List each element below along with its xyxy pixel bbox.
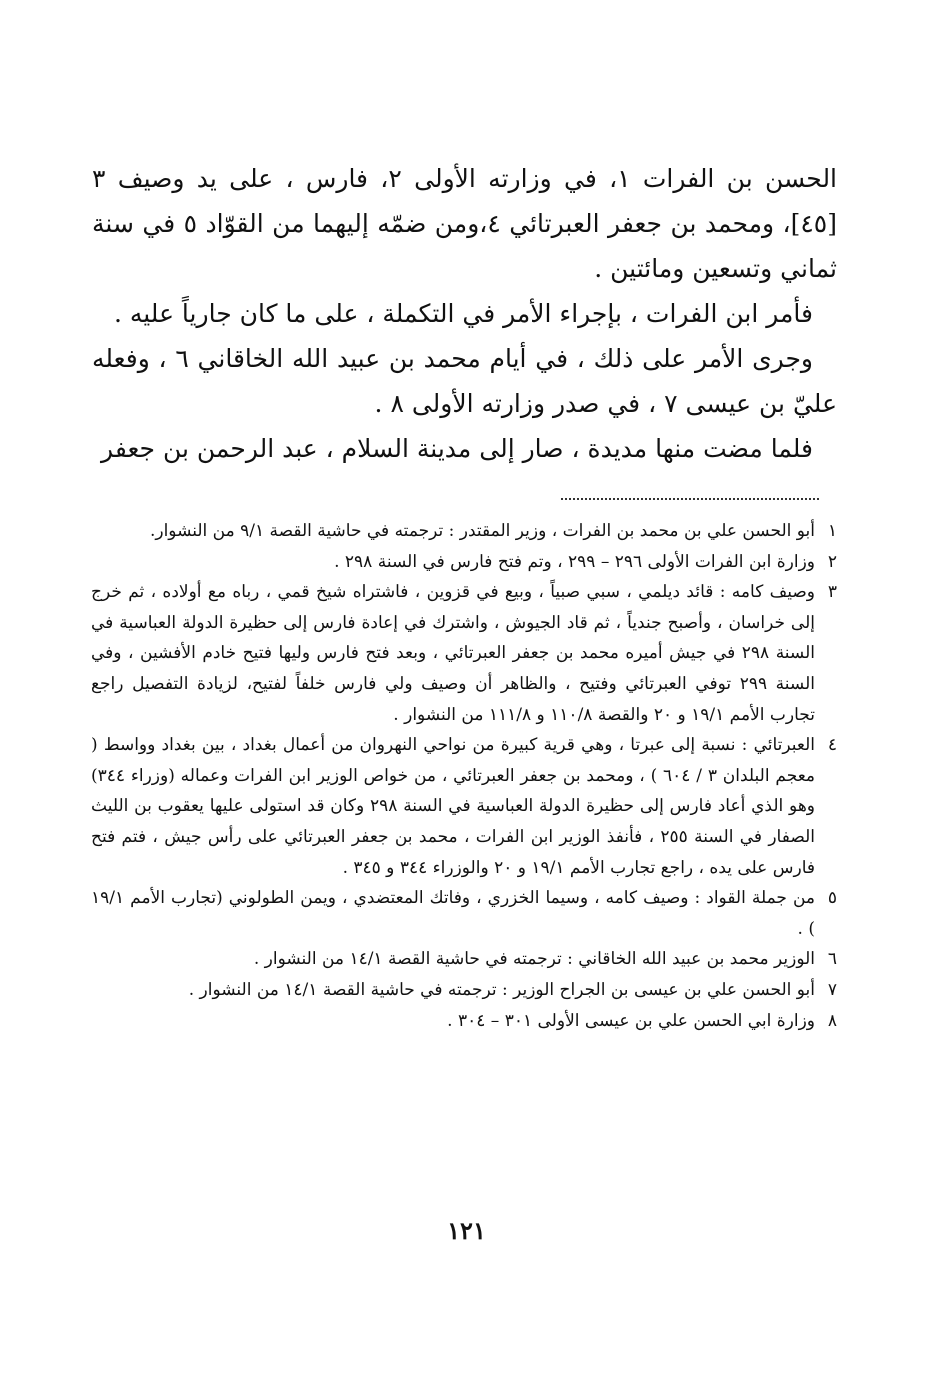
footnote-text: وزارة ابن الفرات الأولى ٢٩٦ – ٢٩٩ ، وتم فتح فارس في السنة ٢٩٨ . [334, 551, 815, 572]
footnote-text: أبو الحسن علي بن محمد بن الفرات ، وزير المقتدر : ترجمته في حاشية القصة ٩/١ من النشوار. [149, 521, 815, 541]
footnote [91, 975, 837, 1006]
footnote-number: ٧ [827, 979, 837, 1000]
footnote [91, 944, 837, 975]
footnote [91, 577, 837, 730]
paragraph: وجرى الأمر على ذلك ، في أيام محمد بن عبيد الله الخاقاني ٦ ، وفعله عليّ بن عيسى ٧ ، في صدر وزارته الأولى ٨ . [92, 344, 837, 418]
footnote [91, 1006, 837, 1037]
footnote-text: وزارة ابي الحسن علي بن عيسى الأولى ٣٠١ – ٣٠٤ . [447, 1010, 815, 1031]
footnote-text: العبرتائي : نسبة إلى عبرتا ، وهي قرية كبيرة من نواحي النهروان من أعمال بغداد ، بين بغداد وواسط ( معجم البلدان ٣ / ٦٠٤ ) ، ومحمد بن جعفر العبرتائي ، من خواص الوزير ابن الفرات وعماله (وزراء ٣٤٤) وهو الذي أعاد فارس إلى حظيرة الدولة العباسية في السنة ٢٩٨ وكان قد استولى عليها يعقوب بن الليث الصفار في السنة ٢٥٥ ، فأنفذ الوزير ابن الفرات ، محمد بن جعفر العبرتائي على رأس جيش ، فتم فتح فارس على يده ، راجع تجارب الأمم ١٩/١ و ٢٠ والوزراء ٣٤٤ و ٣٤٥ . [91, 735, 815, 878]
footnote-number: ٤ [827, 735, 837, 756]
footnote-divider [561, 498, 819, 500]
footnote-number: ١ [827, 521, 837, 541]
footnote [91, 547, 837, 578]
footnote [91, 730, 837, 883]
footnote-number: ٣ [827, 582, 837, 603]
footnote-text: أبو الحسن علي بن عيسى بن الجراح الوزير : ترجمته في حاشية القصة ١٤/١ من النشوار . [188, 979, 815, 1000]
paragraph: الحسن بن الفرات ١، في وزارته الأولى ٢، فارس ، على يد وصيف ٣ [٤٥]، ومحمد بن جعفر العبرتائي ٤،ومن ضمّه إليهما من القوّاد ٥ في سنة ثماني وتسعين ومائتين . [92, 164, 838, 283]
page-number: ١٢١ [447, 1216, 486, 1245]
footnote [91, 516, 837, 547]
footnotes-block [91, 516, 837, 1036]
main-text-block [92, 156, 837, 471]
paragraph: فأمر ابن الفرات ، بإجراء الأمر في التكملة ، على ما كان جارياً عليه . [113, 299, 813, 328]
footnote-text: من جملة القواد : وصيف كامه ، وسيما الخزري ، وفاتك المعتضدي ، ويمن الطولوني (تجارب الأمم ١٩/١ ) . [91, 888, 815, 939]
paragraph: فلما مضت منها مديدة ، صار إلى مدينة السلام ، عبد الرحمن بن جعفر [101, 434, 813, 463]
footnote-number: ٨ [827, 1010, 837, 1031]
footnote-text: الوزير محمد بن عبيد الله الخاقاني : ترجمته في حاشية القصة ١٤/١ من النشوار . [253, 949, 815, 970]
footnote-text: وصيف كامه : قائد ديلمي ، سبي صبياً ، وبيع في قزوين ، فاشتراه شيخ قمي ، رباه مع أولاده ، ثم خرج إلى خراسان ، وأصبح جندياً ، ثم قاد الجيوش ، واشترك في إعادة فارس إلى حظيرة الدولة العباسية في السنة ٢٩٨ في جيش أميره محمد بن جعفر العبرتائي ، وبعد فتح فارس وليها فتيح خادم الأفشين ، وفي السنة ٢٩٩ توفي العبرتائي وفتيح ، والظاهر أن وصيف ولي فارس خلفاً لفتيح، لزيادة التفصيل راجع تجارب الأمم ١٩/١ و ٢٠ والقصة ١١٠/٨ و ١١١/٨ من النشوار . [91, 582, 816, 725]
footnote-number: ٢ [827, 551, 837, 572]
footnote [91, 883, 837, 944]
footnote-number: ٥ [827, 888, 837, 909]
footnote-number: ٦ [827, 949, 837, 970]
